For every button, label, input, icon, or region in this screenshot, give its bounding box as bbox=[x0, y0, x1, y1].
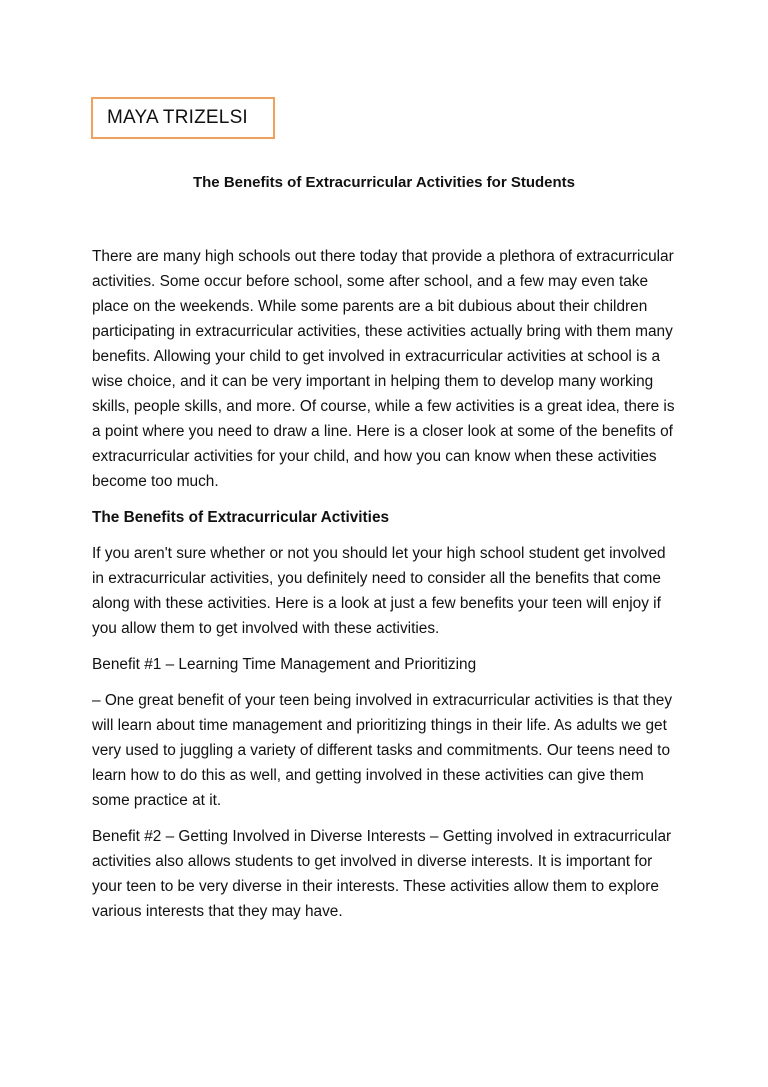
document-title: The Benefits of Extracurricular Activities for Students bbox=[192, 174, 576, 191]
author-name: MAYA TRIZELSI bbox=[107, 107, 248, 128]
benefit-1-heading: Benefit #1 – Learning Time Management and Prioritizing bbox=[92, 656, 477, 673]
document-body bbox=[92, 244, 680, 935]
section-heading: The Benefits of Extracurricular Activities bbox=[92, 509, 390, 526]
paragraph-benefits-intro: If you aren't sure whether or not you should let your high school student get involved in extracurricular activities, you definitely need to consider all the benefits that come along with these activities. Here is a look at just a few benefits your teen will enjoy if you allow them to get involved with these activities. bbox=[92, 545, 666, 637]
paragraph-benefit-2: Benefit #2 – Getting Involved in Diverse Interests – Getting involved in extracurricular activities also allows students to get involved in diverse interests. It is important for your teen to be very diverse in their interests. These activities allow them to explore various interests that they may have. bbox=[92, 828, 672, 920]
paragraph-benefit-1: – One great benefit of your teen being involved in extracurricular activities is that they will learn about time management and prioritizing things in their life. As adults we get very used to juggling a variety of different tasks and commitments. Our teens need to learn how to do this as well, and getting involved in these activities can give them some practice at it. bbox=[92, 692, 673, 809]
author-name-box bbox=[91, 97, 275, 139]
paragraph-intro: There are many high schools out there today that provide a plethora of extracurricular activities. Some occur before school, some after school, and a few may even take place on the weekends. While some parents are a bit dubious about their children participating in extracurricular activities, these activities actually bring with them many benefits. Allowing your child to get involved in extracurricular activities at school is a wise choice, and it can be very important in helping them to develop many working skills, people skills, and more. Of course, while a few activities is a great idea, there is a point where you need to draw a line. Here is a closer look at some of the benefits of extracurricular activities for your child, and how you can know when these activities become too much. bbox=[92, 248, 675, 490]
